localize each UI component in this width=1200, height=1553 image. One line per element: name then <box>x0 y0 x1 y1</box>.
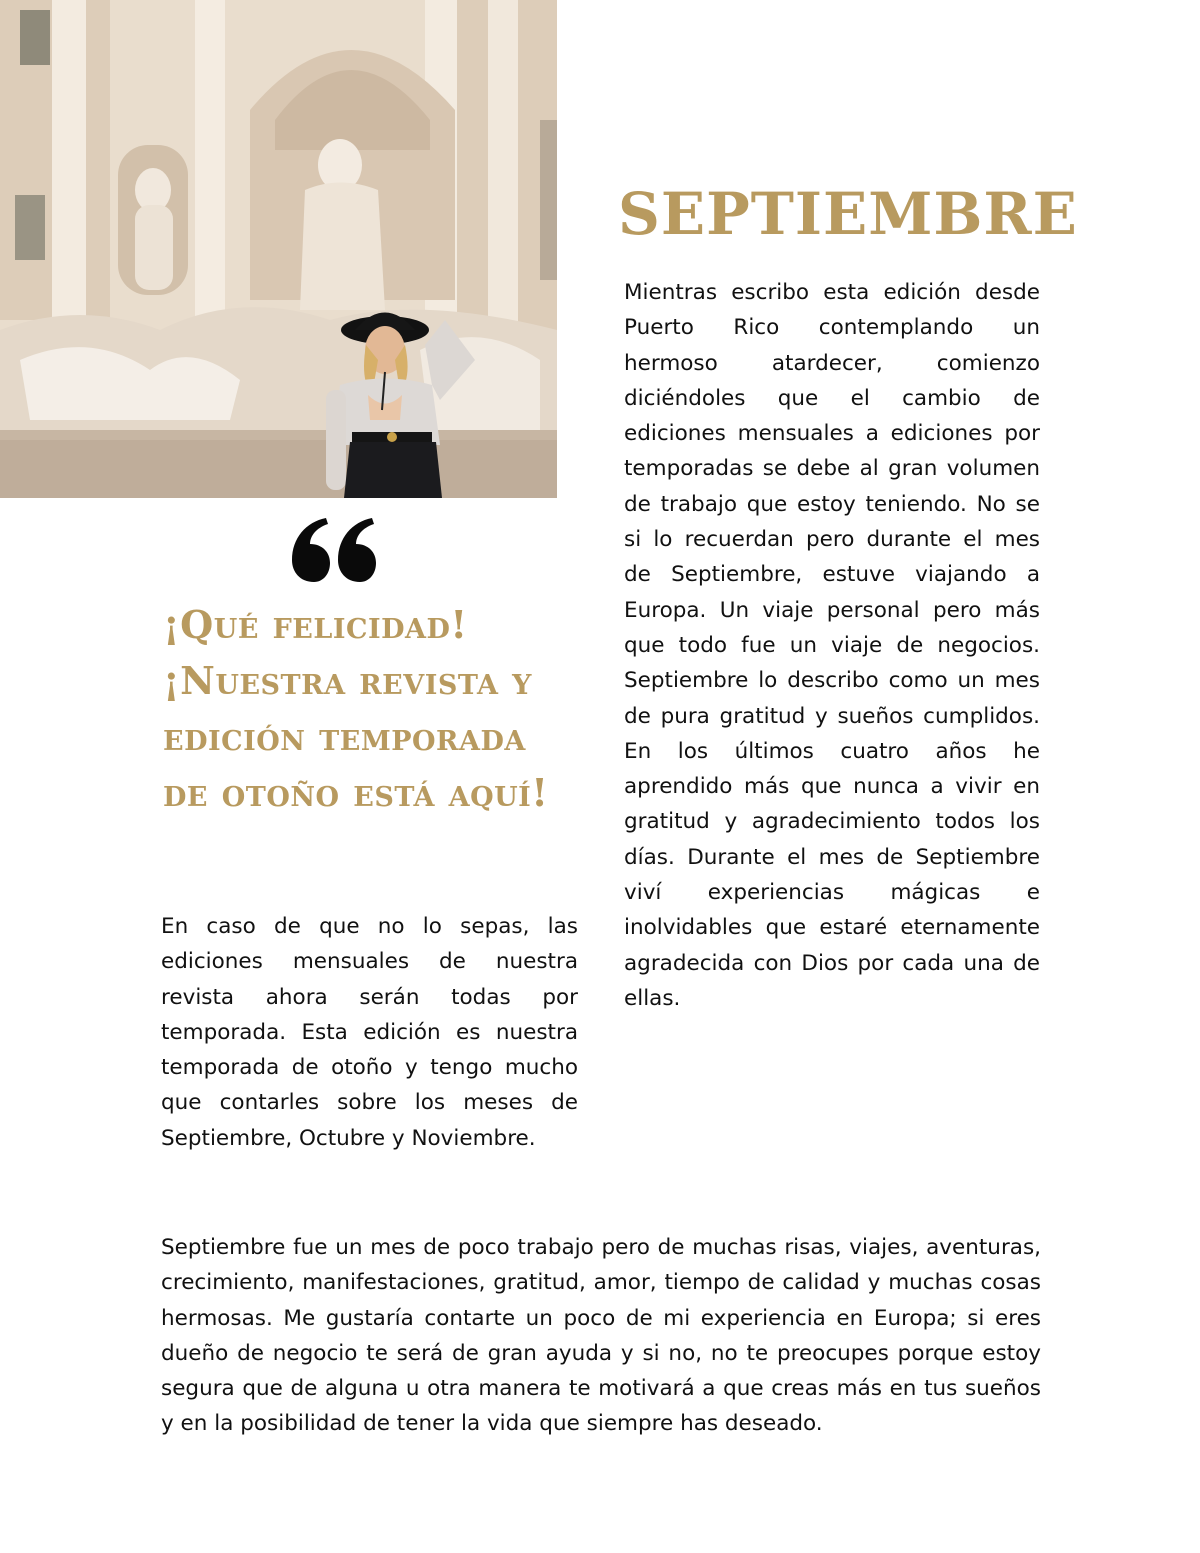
quote-mark-icon <box>292 516 382 586</box>
pull-quote: ¡Qué felicidad! ¡Nuestra revista y edición temporada de otoño está aquí! <box>163 602 549 815</box>
left-column-text: En caso de que no lo sepas, las ediciones mensuales de nuestra revista ahora serán todas por temporada. Esta edición es nuestra temporada de otoño y tengo mucho que contarles sobre los meses de Septiembre, Octubre y Noviembre. <box>161 914 578 1151</box>
bottom-paragraph: Septiembre fue un mes de poco trabajo pero de muchas risas, viajes, aventuras, crecimiento, manifestaciones, gratitud, amor, tiempo de calidad y muchas cosas hermosas. Me gustaría contarte un poco de mi experiencia en Europa; si eres dueño de negocio te será de gran ayuda y si no, no te preocupes porque estoy segura que de alguna u otra manera te motivará a que creas más en tus sueños y en la posibilidad de tener la vida que siempre has deseado. <box>161 1235 1041 1437</box>
right-column-text: Mientras escribo esta edición desde Puerto Rico contemplando un hermoso atardecer, comienzo diciéndoles que el cambio de ediciones mensuales a ediciones por temporadas se debe al gran volumen de trabajo que estoy teniendo. No se si lo recuerdan pero durante el mes de Septiembre, estuve viajando a Europa. Un viaje personal pero más que todo fue un viaje de negocios. Septiembre lo describo como un mes de pura gratitud y sueños cumplidos. En los últimos cuatro años he aprendido más que nunca a vivir en gratitud y agradecimiento todos los días. Durante el mes de Septiembre viví experiencias mágicas e inolvidables que estaré eternamente agradecida con Dios por cada una de ellas. <box>624 280 1040 1011</box>
page-title: SEPTIEMBRE <box>618 180 1078 248</box>
fountain-portrait-photo <box>0 0 557 498</box>
